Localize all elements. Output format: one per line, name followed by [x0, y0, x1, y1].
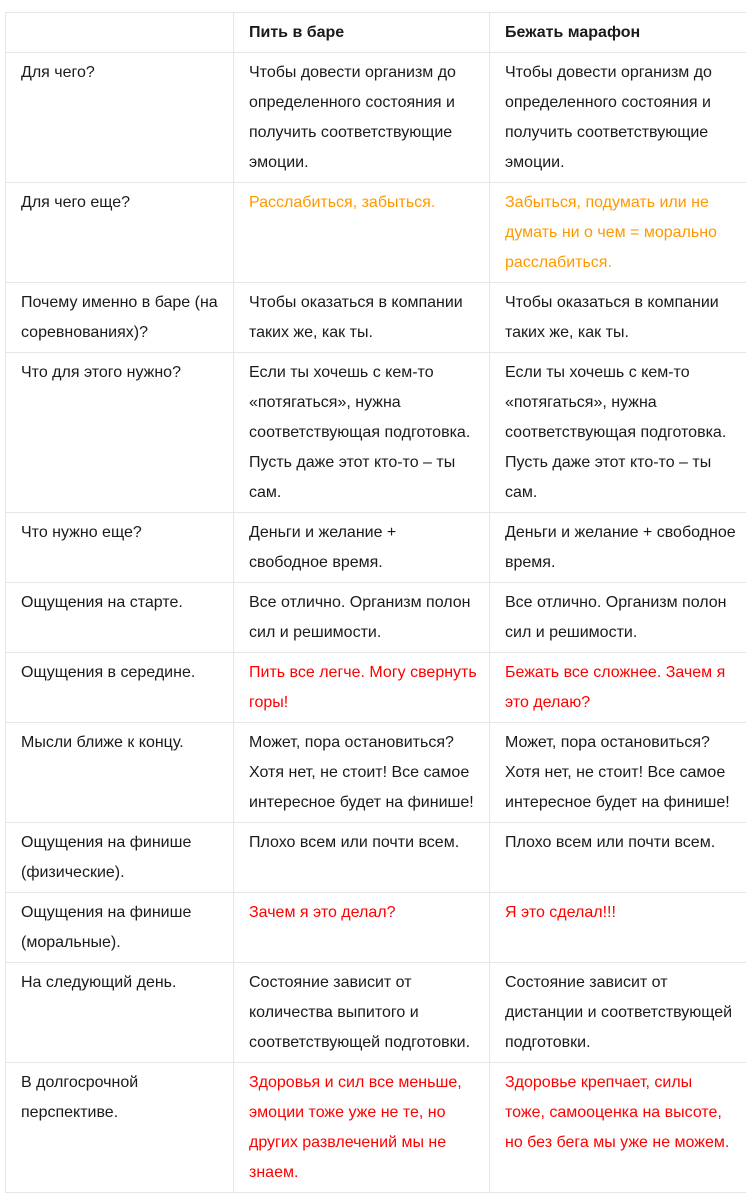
marathon-answer-cell: Бежать все сложнее. Зачем я это делаю?	[490, 653, 746, 723]
table-body	[6, 53, 746, 1193]
table-row	[6, 283, 746, 353]
header-row	[6, 13, 746, 53]
bar-answer-cell: Пить все легче. Могу свернуть горы!	[234, 653, 490, 723]
table-row	[6, 53, 746, 183]
bar-answer-cell: Расслабиться, забыться.	[234, 183, 490, 283]
table-row	[6, 723, 746, 823]
question-cell: Для чего еще?	[6, 183, 234, 283]
marathon-answer-cell: Состояние зависит от дистанции и соответствующей подготовки.	[490, 963, 746, 1063]
header-bar-column: Пить в баре	[234, 13, 490, 53]
marathon-answer-cell: Чтобы оказаться в компании таких же, как ты.	[490, 283, 746, 353]
table-row	[6, 1063, 746, 1193]
marathon-answer-cell: Деньги и желание + свободное время.	[490, 513, 746, 583]
question-cell: На следующий день.	[6, 963, 234, 1063]
marathon-answer-cell: Если ты хочешь с кем-то «потягаться», нужна соответствующая подготовка. Пусть даже этот кто-то – ты сам.	[490, 353, 746, 513]
marathon-answer-cell: Плохо всем или почти всем.	[490, 823, 746, 893]
table-row	[6, 823, 746, 893]
bar-answer-cell: Плохо всем или почти всем.	[234, 823, 490, 893]
marathon-answer-cell: Чтобы довести организм до определенного состояния и получить соответствующие эмоции.	[490, 53, 746, 183]
table-header	[6, 13, 746, 53]
marathon-answer-cell: Забыться, подумать или не думать ни о чем = морально расслабиться.	[490, 183, 746, 283]
bar-answer-cell: Может, пора остановиться? Хотя нет, не стоит! Все самое интересное будет на финише!	[234, 723, 490, 823]
question-cell: Что нужно еще?	[6, 513, 234, 583]
header-corner-cell	[6, 13, 234, 53]
table-row	[6, 653, 746, 723]
bar-answer-cell: Чтобы довести организм до определенного состояния и получить соответствующие эмоции.	[234, 53, 490, 183]
question-cell: Мысли ближе к концу.	[6, 723, 234, 823]
question-cell: Что для этого нужно?	[6, 353, 234, 513]
question-cell: В долгосрочной перспективе.	[6, 1063, 234, 1193]
question-cell: Ощущения на старте.	[6, 583, 234, 653]
bar-answer-cell: Все отлично. Организм полон сил и решимости.	[234, 583, 490, 653]
marathon-answer-cell: Я это сделал!!!	[490, 893, 746, 963]
table-row	[6, 583, 746, 653]
comparison-table	[5, 12, 746, 1193]
bar-answer-cell: Деньги и желание + свободное время.	[234, 513, 490, 583]
question-cell: Почему именно в баре (на соревнованиях)?	[6, 283, 234, 353]
bar-answer-cell: Если ты хочешь с кем-то «потягаться», нужна соответствующая подготовка. Пусть даже этот кто-то – ты сам.	[234, 353, 490, 513]
table-row	[6, 183, 746, 283]
marathon-answer-cell: Может, пора остановиться? Хотя нет, не стоит! Все самое интересное будет на финише!	[490, 723, 746, 823]
bar-answer-cell: Здоровья и сил все меньше, эмоции тоже уже не те, но других развлечений мы не знаем.	[234, 1063, 490, 1193]
table-row	[6, 513, 746, 583]
bar-answer-cell: Состояние зависит от количества выпитого и соответствующей подготовки.	[234, 963, 490, 1063]
question-cell: Ощущения на финише (моральные).	[6, 893, 234, 963]
header-marathon-column: Бежать марафон	[490, 13, 746, 53]
table-row	[6, 893, 746, 963]
bar-answer-cell: Зачем я это делал?	[234, 893, 490, 963]
question-cell: Ощущения в середине.	[6, 653, 234, 723]
question-cell: Ощущения на финише (физические).	[6, 823, 234, 893]
table-row	[6, 963, 746, 1063]
question-cell: Для чего?	[6, 53, 234, 183]
bar-answer-cell: Чтобы оказаться в компании таких же, как ты.	[234, 283, 490, 353]
marathon-answer-cell: Все отлично. Организм полон сил и решимости.	[490, 583, 746, 653]
table-row	[6, 353, 746, 513]
marathon-answer-cell: Здоровье крепчает, силы тоже, самооценка на высоте, но без бега мы уже не можем.	[490, 1063, 746, 1193]
